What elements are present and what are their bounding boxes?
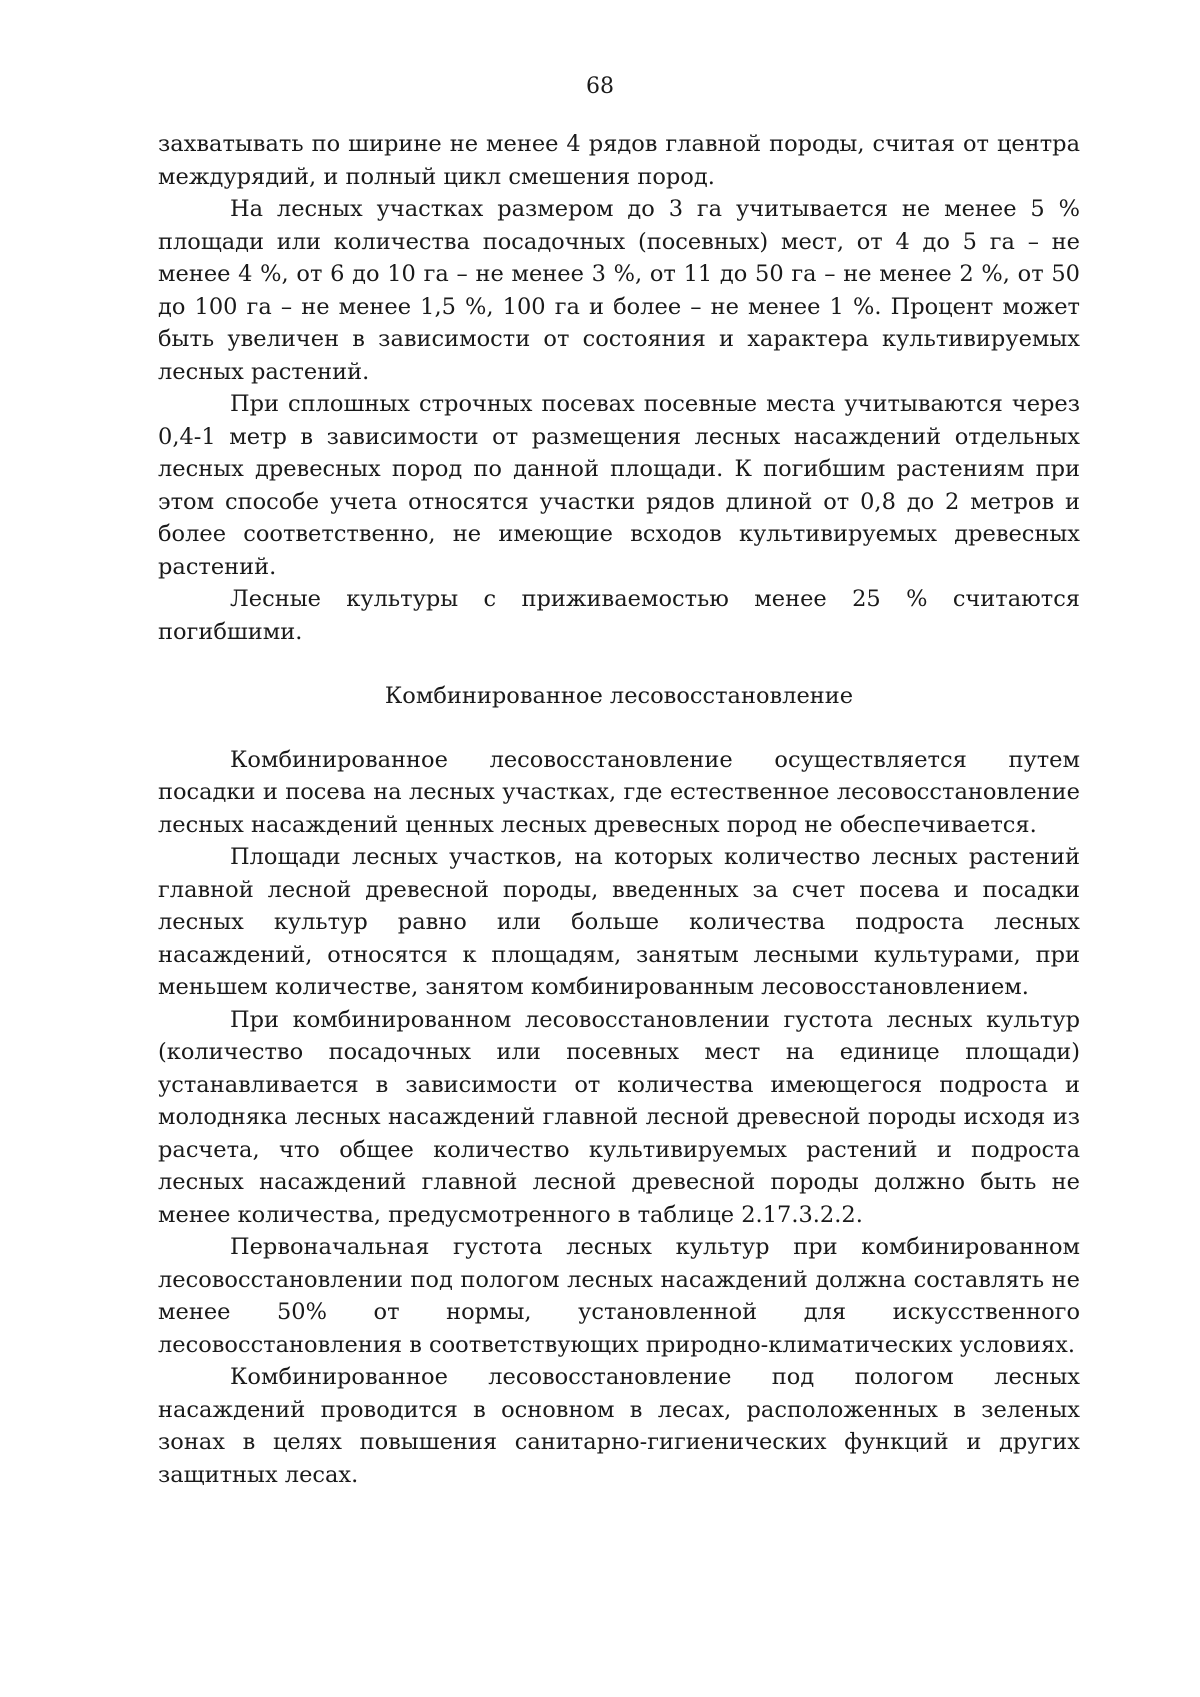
body-text — [158, 128, 1080, 1491]
page-number: 68 — [586, 74, 614, 99]
paragraph-sample-area: На лесных участках размером до 3 га учитывается не менее 5 % площади или количества посадочных (посевных) мест, от 4 до 5 га – не менее 4 %, от 6 до 10 га – не менее 3 %, от 11 до 50 га – не менее 2 %, от 50 до 100 га – не менее 1,5 %, 100 га и более – не менее 1 %. Процент может быть увеличен в зависимости от состояния и характера культивируемых лесных растений. — [158, 196, 1080, 385]
section-heading: Комбинированное лесовосстановление — [384, 683, 854, 709]
paragraph-green-zones: Комбинированное лесовосстановление под пологом лесных насаждений проводится в основном в лесах, расположенных в зеленых зонах в целях повышения санитарно-гигиенических функций и других защитных лесах. — [158, 1364, 1080, 1488]
paragraph-areas-classification: Площади лесных участков, на которых количество лесных растений главной лесной древесной породы, введенных за счет посева и посадки лесных культур равно или больше количества подроста лесных насаждений, относятся к площадям, занятым лесными культурами, при меньшем количестве, занятом комбинированным лесовосстановлением. — [158, 844, 1080, 1000]
paragraph-initial-density: Первоначальная густота лесных культур при комбинированном лесовосстановлении под пологом лесных насаждений должна составлять не менее 50% от нормы, установленной для искусственного лесовосстановления в соответствующих природно-климатических условиях. — [158, 1234, 1080, 1358]
paragraph-row-sowing: При сплошных строчных посевах посевные места учитываются через 0,4-1 метр в зависимости от размещения лесных насаждений отдельных лесных древесных пород по данной площади. К погибшим растениям при этом способе учета относятся участки рядов длиной от 0,8 до 2 метров и более соответственно, не имеющие всходов культивируемых древесных растений. — [158, 391, 1080, 580]
paragraph-density: При комбинированном лесовосстановлении густота лесных культур (количество посадочных или посевных мест на единице площади) устанавливается в зависимости от количества имеющегося подроста и молодняка лесных насаждений главной лесной древесной породы исходя из расчета, что общее количество культивируемых растений и подроста лесных насаждений главной лесной древесной породы должно быть не менее количества, предусмотренного в таблице 2.17.3.2.2. — [158, 1006, 1080, 1228]
paragraph-combined-definition: Комбинированное лесовосстановление осуществляется путем посадки и посева на лесных участках, где естественное лесовосстановление лесных насаждений ценных лесных древесных пород не обеспечивается. — [158, 746, 1080, 838]
paragraph-continuation: захватывать по ширине не менее 4 рядов главной породы, считая от центра междурядий, и полный цикл смешения пород. — [158, 131, 1080, 190]
paragraph-dead-cultures: Лесные культуры с приживаемостью менее 25 % считаются погибшими. — [158, 586, 1080, 645]
